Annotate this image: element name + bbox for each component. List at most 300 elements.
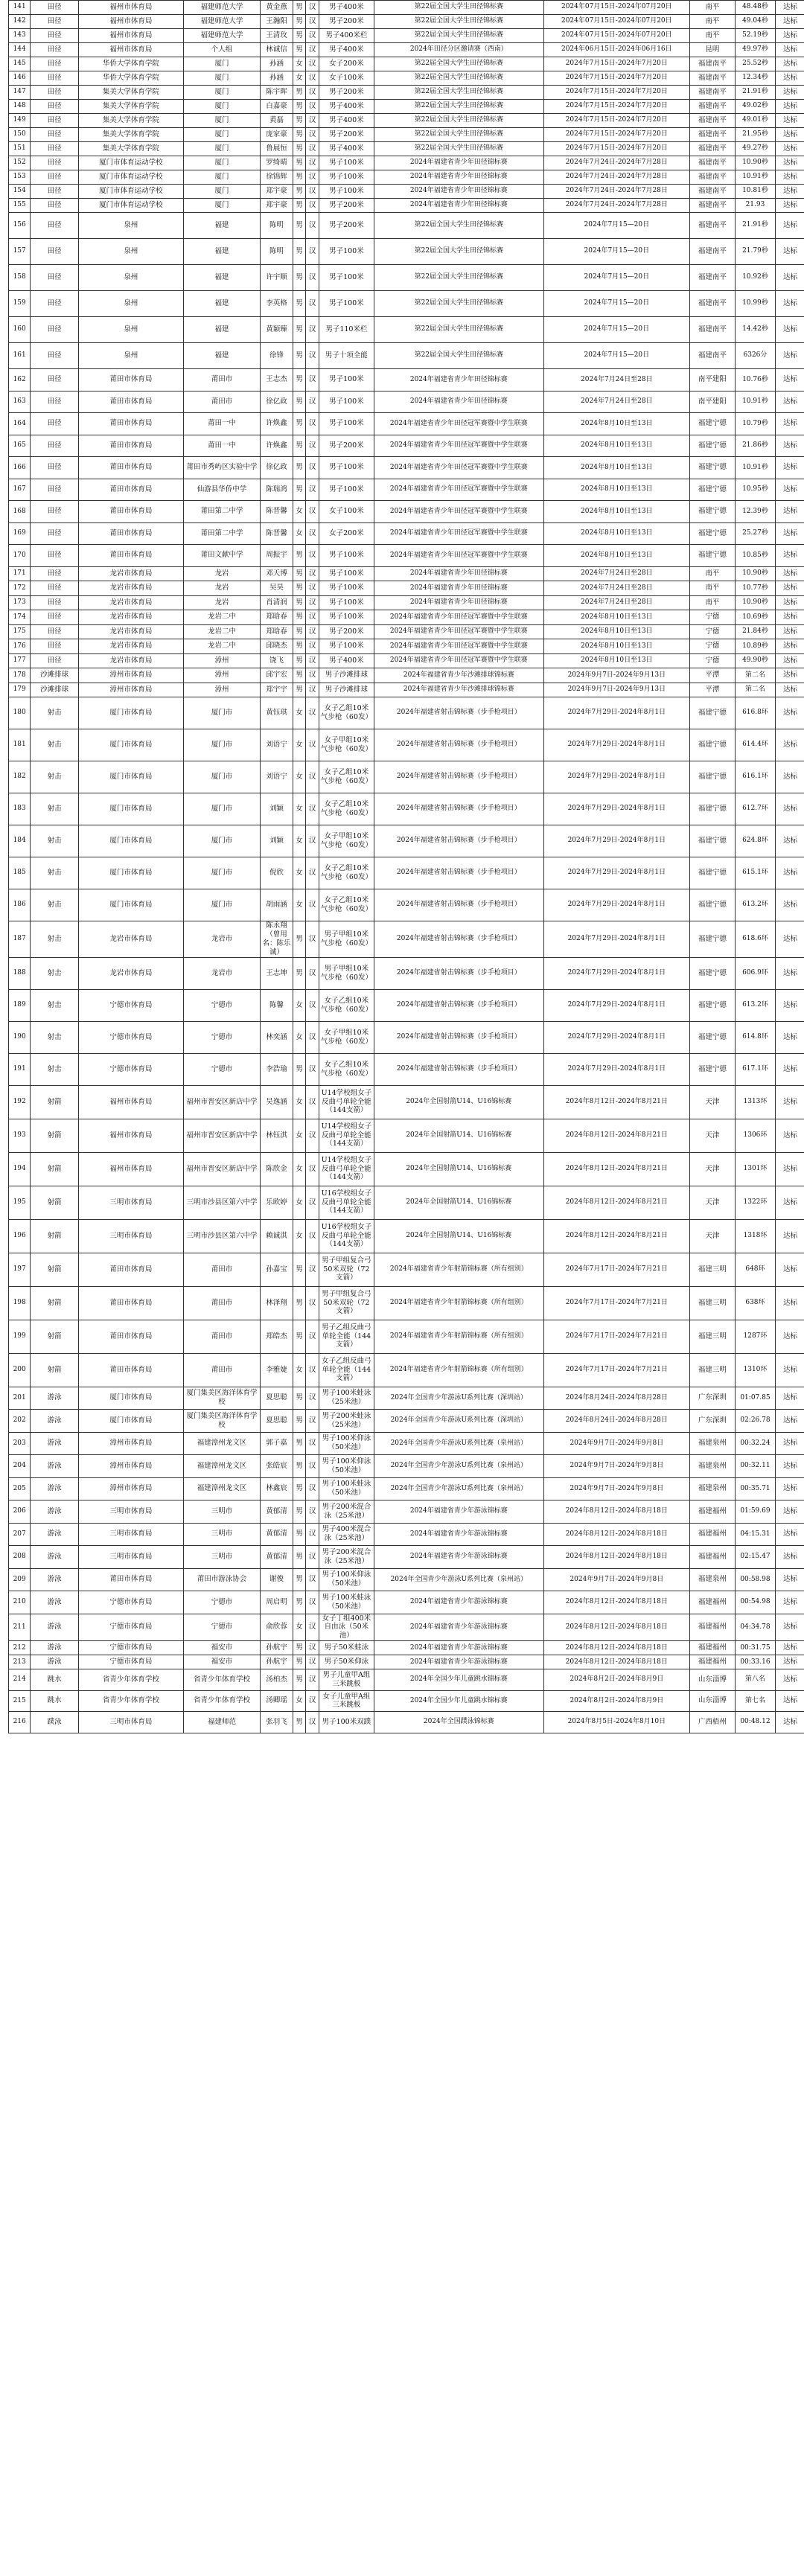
- row-number: 141: [9, 1, 31, 15]
- venue: 南平建阳: [689, 391, 735, 413]
- gender: 女: [293, 1690, 306, 1712]
- school: 厦门: [183, 100, 260, 114]
- competition: 第22届全国大学生田径锦标赛: [374, 57, 543, 71]
- date-range: 2024年8月12日-2024年8月18日: [543, 1641, 689, 1655]
- gender: 女: [293, 57, 306, 71]
- venue: 福建福州: [689, 1591, 735, 1614]
- competition: 2024年福建省青少年田径冠军赛暨中学生联赛: [374, 501, 543, 523]
- event: 男子100米: [319, 265, 374, 291]
- date-range: 2024年9月7日-2024年9月8日: [543, 1455, 689, 1478]
- qualification-status: 达标: [775, 1523, 804, 1546]
- row-number: 184: [9, 825, 31, 857]
- sport-category: 田径: [31, 610, 79, 625]
- result: 21.86秒: [735, 435, 775, 457]
- organization: 莆田市体育局: [78, 501, 183, 523]
- table-row: [9, 1591, 804, 1614]
- date-range: 2024年7月24日至28日: [543, 391, 689, 413]
- ethnicity: 汉: [306, 1690, 319, 1712]
- qualification-status: 达标: [775, 343, 804, 369]
- table-body: [9, 1, 804, 1733]
- school: 三明市: [183, 1500, 260, 1524]
- athlete-name: 孙嘉宝: [261, 1253, 293, 1286]
- gender: 男: [293, 1655, 306, 1669]
- table-row: [9, 1410, 804, 1433]
- athlete-name: 刘颖: [261, 793, 293, 825]
- result: 49.02秒: [735, 100, 775, 114]
- event: 女子乙组10米气步枪（60发）: [319, 697, 374, 729]
- athlete-name: 郭子嘉: [261, 1432, 293, 1455]
- ethnicity: 汉: [306, 15, 319, 29]
- sport-category: 田径: [31, 100, 79, 114]
- table-row: [9, 501, 804, 523]
- sport-category: 田径: [31, 522, 79, 545]
- sport-category: 田径: [31, 43, 79, 57]
- organization: 漳州市体育局: [78, 1455, 183, 1478]
- date-range: 2024年8月12日-2024年8月21日: [543, 1219, 689, 1253]
- qualification-status: 达标: [775, 1655, 804, 1669]
- event: 男子400米混合泳（25米池）: [319, 1523, 374, 1546]
- sport-category: 田径: [31, 86, 79, 100]
- venue: 福建宁德: [689, 479, 735, 501]
- date-range: 2024年8月2日-2024年8月9日: [543, 1669, 689, 1691]
- sport-category: 游泳: [31, 1614, 79, 1641]
- gender: 男: [293, 435, 306, 457]
- table-row: [9, 761, 804, 793]
- date-range: 2024年7月29日-2024年8月1日: [543, 697, 689, 729]
- organization: 莆田市体育局: [78, 457, 183, 479]
- sport-category: 射箭: [31, 1219, 79, 1253]
- athlete-name: 郑皓杰: [261, 1320, 293, 1353]
- gender: 男: [293, 43, 306, 57]
- athlete-name: 陈晋馨: [261, 501, 293, 523]
- competition: 2024年福建省青少年田径锦标赛: [374, 199, 543, 213]
- date-range: 2024年7月24日至28日: [543, 595, 689, 610]
- table-row: [9, 1186, 804, 1219]
- table-row: [9, 86, 804, 100]
- gender: 男: [293, 114, 306, 128]
- gender: 男: [293, 170, 306, 185]
- event: 男子100米: [319, 595, 374, 610]
- competition: 第22届全国大学生田径锦标赛: [374, 71, 543, 86]
- row-number: 188: [9, 957, 31, 989]
- gender: 男: [293, 142, 306, 156]
- event: 男子100米蛙泳（50米池）: [319, 1477, 374, 1500]
- ethnicity: 汉: [306, 921, 319, 958]
- result: 10.91秒: [735, 170, 775, 185]
- date-range: 2024年7月24日至28日: [543, 581, 689, 596]
- school: 龙岩: [183, 595, 260, 610]
- ethnicity: 汉: [306, 100, 319, 114]
- athlete-name: 邱宇宏: [261, 668, 293, 683]
- venue: 南平: [689, 15, 735, 29]
- gender: 男: [293, 566, 306, 581]
- qualification-status: 达标: [775, 413, 804, 435]
- date-range: 2024年8月12日-2024年8月18日: [543, 1591, 689, 1614]
- athlete-name: 郑晗春: [261, 624, 293, 639]
- row-number: 156: [9, 213, 31, 239]
- athlete-name: 陈晋馨: [261, 522, 293, 545]
- sport-category: 射箭: [31, 1085, 79, 1119]
- sport-category: 射箭: [31, 1253, 79, 1286]
- competition: 2024年全国蹼泳锦标赛: [374, 1712, 543, 1733]
- table-row: [9, 566, 804, 581]
- ethnicity: 汉: [306, 1253, 319, 1286]
- event: U14学校组女子反曲弓单轮全能（144支箭）: [319, 1152, 374, 1186]
- school: 龙岩二中: [183, 639, 260, 654]
- ethnicity: 汉: [306, 1477, 319, 1500]
- table-row: [9, 317, 804, 343]
- result: 6326分: [735, 343, 775, 369]
- qualification-status: 达标: [775, 921, 804, 958]
- result: 10.69秒: [735, 610, 775, 625]
- table-row: [9, 457, 804, 479]
- result: 第二名: [735, 683, 775, 697]
- table-row: [9, 185, 804, 199]
- organization: 莆田市体育局: [78, 391, 183, 413]
- venue: 南平: [689, 581, 735, 596]
- date-range: 2024年7月29日-2024年8月1日: [543, 1021, 689, 1053]
- result: 00:31.75: [735, 1641, 775, 1655]
- event: 女子甲组10米气步枪（60发）: [319, 729, 374, 761]
- gender: 男: [293, 545, 306, 567]
- athlete-name: 李英格: [261, 291, 293, 317]
- sport-category: 射箭: [31, 1320, 79, 1353]
- table-row: [9, 793, 804, 825]
- result: 49.90秒: [735, 653, 775, 668]
- gender: 男: [293, 653, 306, 668]
- table-row: [9, 668, 804, 683]
- organization: 泉州: [78, 291, 183, 317]
- result: 02:26.78: [735, 1410, 775, 1433]
- qualification-status: 达标: [775, 71, 804, 86]
- qualification-status: 达标: [775, 435, 804, 457]
- date-range: 2024年7月29日-2024年8月1日: [543, 857, 689, 889]
- table-row: [9, 1053, 804, 1085]
- result: 25.27秒: [735, 522, 775, 545]
- result: 613.2环: [735, 989, 775, 1021]
- table-row: [9, 343, 804, 369]
- athlete-name: 周振宇: [261, 545, 293, 567]
- event: 男子100米: [319, 291, 374, 317]
- competition: 2024年全国射箭U14、U16锦标赛: [374, 1186, 543, 1219]
- ethnicity: 汉: [306, 213, 319, 239]
- organization: 福州市体育局: [78, 1085, 183, 1119]
- organization: 泉州: [78, 239, 183, 265]
- athlete-name: 林奕涵: [261, 1021, 293, 1053]
- school: 宁德市: [183, 1053, 260, 1085]
- row-number: 175: [9, 624, 31, 639]
- row-number: 193: [9, 1119, 31, 1152]
- date-range: 2024年8月10日至13日: [543, 545, 689, 567]
- school: 莆田市: [183, 1253, 260, 1286]
- competition: 2024年福建省青少年田径冠军赛暨中学生联赛: [374, 545, 543, 567]
- school: 莆田一中: [183, 413, 260, 435]
- date-range: 2024年7月15日-2024年7月20日: [543, 86, 689, 100]
- venue: 天津: [689, 1186, 735, 1219]
- ethnicity: 汉: [306, 566, 319, 581]
- qualification-status: 达标: [775, 291, 804, 317]
- school: 福安市: [183, 1641, 260, 1655]
- school: 三明市沙县区第六中学: [183, 1219, 260, 1253]
- gender: 女: [293, 825, 306, 857]
- venue: 福建宁德: [689, 957, 735, 989]
- row-number: 216: [9, 1712, 31, 1733]
- school: 厦门市: [183, 857, 260, 889]
- event: 男子100米仰泳（50米池）: [319, 1432, 374, 1455]
- organization: 莆田市体育局: [78, 1253, 183, 1286]
- qualification-status: 达标: [775, 1410, 804, 1433]
- ethnicity: 汉: [306, 185, 319, 199]
- venue: 山东淄博: [689, 1690, 735, 1712]
- result: 21.79秒: [735, 239, 775, 265]
- sport-category: 田径: [31, 142, 79, 156]
- athlete-name: 陈宇晖: [261, 86, 293, 100]
- organization: 莆田市体育局: [78, 1320, 183, 1353]
- ethnicity: 汉: [306, 142, 319, 156]
- sport-category: 射击: [31, 857, 79, 889]
- organization: 泉州: [78, 265, 183, 291]
- ethnicity: 汉: [306, 57, 319, 71]
- school: 龙岩市: [183, 957, 260, 989]
- sport-category: 田径: [31, 369, 79, 391]
- event: 男子110米栏: [319, 317, 374, 343]
- organization: 集美大学体育学院: [78, 128, 183, 142]
- qualification-status: 达标: [775, 545, 804, 567]
- result: 618.6环: [735, 921, 775, 958]
- result: 12.34秒: [735, 71, 775, 86]
- date-range: 2024年7月29日-2024年8月1日: [543, 921, 689, 958]
- gender: 男: [293, 1546, 306, 1569]
- venue: 南平: [689, 566, 735, 581]
- competition: 第22届全国大学生田径锦标赛: [374, 317, 543, 343]
- athlete-name: 黄金燕: [261, 1, 293, 15]
- qualification-status: 达标: [775, 391, 804, 413]
- gender: 男: [293, 317, 306, 343]
- venue: 福建南平: [689, 291, 735, 317]
- venue: 南平: [689, 1, 735, 15]
- gender: 男: [293, 1591, 306, 1614]
- date-range: 2024年8月24日-2024年8月28日: [543, 1387, 689, 1410]
- row-number: 165: [9, 435, 31, 457]
- organization: 三明市体育局: [78, 1500, 183, 1524]
- venue: 福建南平: [689, 71, 735, 86]
- sport-category: 田径: [31, 29, 79, 43]
- row-number: 168: [9, 501, 31, 523]
- event: 女子100米: [319, 501, 374, 523]
- organization: 龙岩市体育局: [78, 957, 183, 989]
- competition: 2024年福建省青少年射箭锦标赛（所有组别）: [374, 1253, 543, 1286]
- qualification-status: 达标: [775, 1353, 804, 1387]
- qualification-status: 达标: [775, 1455, 804, 1478]
- athlete-name: 孙涵: [261, 71, 293, 86]
- qualification-status: 达标: [775, 957, 804, 989]
- competition: 2024年全国青少年游泳U系列比赛（深圳站）: [374, 1387, 543, 1410]
- competition: 第22届全国大学生田径锦标赛: [374, 239, 543, 265]
- qualification-status: 达标: [775, 624, 804, 639]
- competition: 2024年福建省射击锦标赛（步手枪项目）: [374, 889, 543, 921]
- date-range: 2024年7月29日-2024年8月1日: [543, 889, 689, 921]
- athlete-name: 徐亿政: [261, 391, 293, 413]
- gender: 男: [293, 1387, 306, 1410]
- event: 男子100米: [319, 479, 374, 501]
- date-range: 2024年7月15—20日: [543, 265, 689, 291]
- athlete-name: 许宇顺: [261, 265, 293, 291]
- date-range: 2024年7月17日-2024年7月21日: [543, 1286, 689, 1320]
- competition: 2024年福建省射击锦标赛（步手枪项目）: [374, 761, 543, 793]
- qualification-status: 达标: [775, 1546, 804, 1569]
- athlete-qualification-table: [8, 0, 804, 1733]
- table-row: [9, 1641, 804, 1655]
- ethnicity: 汉: [306, 501, 319, 523]
- ethnicity: 汉: [306, 391, 319, 413]
- table-row: [9, 413, 804, 435]
- sport-category: 射箭: [31, 1119, 79, 1152]
- qualification-status: 达标: [775, 1286, 804, 1320]
- result: 10.92秒: [735, 265, 775, 291]
- table-row: [9, 653, 804, 668]
- qualification-status: 达标: [775, 1186, 804, 1219]
- venue: 福建福州: [689, 1523, 735, 1546]
- ethnicity: 汉: [306, 343, 319, 369]
- event: 女子乙组10米气步枪（60发）: [319, 989, 374, 1021]
- gender: 男: [293, 595, 306, 610]
- table-row: [9, 825, 804, 857]
- table-row: [9, 729, 804, 761]
- venue: 福建泉州: [689, 1455, 735, 1478]
- gender: 女: [293, 522, 306, 545]
- athlete-name: 郑宇豪: [261, 185, 293, 199]
- venue: 福建福州: [689, 1614, 735, 1641]
- school: 厦门市: [183, 729, 260, 761]
- event: 男子沙滩排球: [319, 683, 374, 697]
- result: 616.1环: [735, 761, 775, 793]
- table-row: [9, 1568, 804, 1591]
- ethnicity: 汉: [306, 1655, 319, 1669]
- table-row: [9, 697, 804, 729]
- date-range: 2024年7月15日-2024年7月20日: [543, 57, 689, 71]
- sport-category: 射击: [31, 957, 79, 989]
- qualification-status: 达标: [775, 457, 804, 479]
- gender: 男: [293, 1455, 306, 1478]
- row-number: 172: [9, 581, 31, 596]
- ethnicity: 汉: [306, 595, 319, 610]
- school: 福建漳州龙文区: [183, 1477, 260, 1500]
- ethnicity: 汉: [306, 1641, 319, 1655]
- competition: 2024年全国射箭U14、U16锦标赛: [374, 1219, 543, 1253]
- row-number: 148: [9, 100, 31, 114]
- competition: 第22届全国大学生田径锦标赛: [374, 1, 543, 15]
- sport-category: 游泳: [31, 1641, 79, 1655]
- event: 男子甲组10米气步枪（60发）: [319, 921, 374, 958]
- ethnicity: 汉: [306, 825, 319, 857]
- organization: 莆田市体育局: [78, 1353, 183, 1387]
- date-range: 2024年7月15—20日: [543, 291, 689, 317]
- sport-category: 射击: [31, 1021, 79, 1053]
- date-range: 2024年7月17日-2024年7月21日: [543, 1320, 689, 1353]
- result: 614.8环: [735, 1021, 775, 1053]
- gender: 男: [293, 1500, 306, 1524]
- school: 莆田市: [183, 1320, 260, 1353]
- athlete-name: 王志坤: [261, 957, 293, 989]
- ethnicity: 汉: [306, 1614, 319, 1641]
- qualification-status: 达标: [775, 239, 804, 265]
- competition: 2024年全国青少年游泳U系列比赛（泉州站）: [374, 1568, 543, 1591]
- sport-category: 田径: [31, 639, 79, 654]
- row-number: 192: [9, 1085, 31, 1119]
- qualification-status: 达标: [775, 610, 804, 625]
- row-number: 174: [9, 610, 31, 625]
- result: 606.9环: [735, 957, 775, 989]
- competition: 2024年福建省青少年射箭锦标赛（所有组别）: [374, 1320, 543, 1353]
- gender: 男: [293, 265, 306, 291]
- sport-category: 游泳: [31, 1591, 79, 1614]
- athlete-name: 许焕鑫: [261, 413, 293, 435]
- qualification-status: 达标: [775, 889, 804, 921]
- ethnicity: 汉: [306, 1500, 319, 1524]
- row-number: 159: [9, 291, 31, 317]
- competition: 2024年福建省青少年游泳锦标赛: [374, 1614, 543, 1641]
- row-number: 212: [9, 1641, 31, 1655]
- venue: 福建泉州: [689, 1568, 735, 1591]
- event: 男子100米蛙泳（25米池）: [319, 1387, 374, 1410]
- sport-category: 射箭: [31, 1286, 79, 1320]
- venue: 福建宁德: [689, 921, 735, 958]
- table-row: [9, 610, 804, 625]
- organization: 福州市体育局: [78, 1, 183, 15]
- sport-category: 游泳: [31, 1500, 79, 1524]
- row-number: 162: [9, 369, 31, 391]
- gender: 男: [293, 457, 306, 479]
- ethnicity: 汉: [306, 1286, 319, 1320]
- athlete-name: 林鑫宸: [261, 1477, 293, 1500]
- school: 龙岩市: [183, 921, 260, 958]
- school: 福安市: [183, 1655, 260, 1669]
- competition: 第22届全国大学生田径锦标赛: [374, 213, 543, 239]
- sport-category: 射击: [31, 729, 79, 761]
- qualification-status: 达标: [775, 1614, 804, 1641]
- row-number: 183: [9, 793, 31, 825]
- sport-category: 田径: [31, 581, 79, 596]
- result: 624.8环: [735, 825, 775, 857]
- event: 女子乙组10米气步枪（60发）: [319, 857, 374, 889]
- qualification-status: 达标: [775, 479, 804, 501]
- table-row: [9, 1432, 804, 1455]
- event: 男子400米: [319, 114, 374, 128]
- ethnicity: 汉: [306, 1591, 319, 1614]
- event: U14学校组女子反曲弓单轮全能（144支箭）: [319, 1119, 374, 1152]
- organization: 集美大学体育学院: [78, 142, 183, 156]
- sport-category: 游泳: [31, 1568, 79, 1591]
- sport-category: 游泳: [31, 1410, 79, 1433]
- school: 莆田市: [183, 391, 260, 413]
- ethnicity: 汉: [306, 1353, 319, 1387]
- result: 00:33.16: [735, 1655, 775, 1669]
- school: 厦门: [183, 71, 260, 86]
- venue: 南平: [689, 595, 735, 610]
- date-range: 2024年8月12日-2024年8月18日: [543, 1546, 689, 1569]
- school: 厦门市: [183, 889, 260, 921]
- date-range: 2024年8月24日-2024年8月28日: [543, 1410, 689, 1433]
- result: 10.85秒: [735, 545, 775, 567]
- table-row: [9, 391, 804, 413]
- result: 第二名: [735, 668, 775, 683]
- result: 25.52秒: [735, 57, 775, 71]
- date-range: 2024年8月12日-2024年8月18日: [543, 1655, 689, 1669]
- gender: 男: [293, 1253, 306, 1286]
- venue: 福建宁德: [689, 729, 735, 761]
- athlete-name: 郑宇宇: [261, 683, 293, 697]
- table-row: [9, 1477, 804, 1500]
